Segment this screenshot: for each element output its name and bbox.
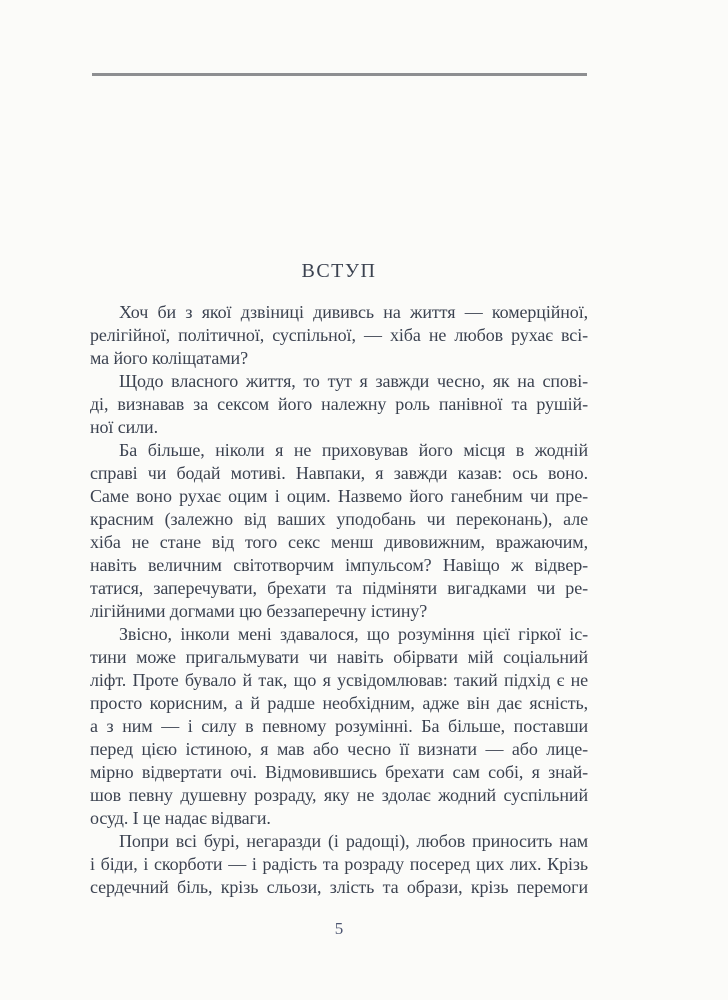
text-line: ді, визнавав за сексом його належну роль панівної та рушій- [90, 394, 588, 414]
text-line: сердечний біль, крізь сльози, злість та образи, крізь перемоги [90, 877, 588, 897]
paragraph [90, 301, 588, 370]
text-line: шов певну душевну розраду, яку не здолає жодний суспільний [90, 785, 588, 805]
text-line: мірно відвертати очі. Відмовившись брехати сам собі, я знай- [90, 762, 588, 782]
text-line: Ба більше, ніколи я не приховував його місця в жодній [119, 440, 588, 460]
text-line: а з ним — і силу в певному розумінні. Ба більше, поставши [90, 716, 588, 736]
text-line: Звісно, інколи мені здавалося, що розуміння цієї гіркої іс- [119, 624, 588, 644]
text-line: Хоч би з якої дзвіниці дививсь на життя — комерційної, [119, 302, 588, 322]
text-line: ма його коліщатами? [90, 348, 248, 368]
text-line: навіть величним світотворчим імпульсом? Навіщо ж відвер- [90, 555, 588, 575]
text-line: тини може пригальмувати чи навіть обірвати мій соціальний [90, 647, 588, 667]
text-line: просто корисним, а й радше необхідним, адже він дає ясність, [90, 693, 588, 713]
text-line: і біди, і скорботи — і радість та розраду посеред цих лих. Крізь [90, 854, 588, 874]
text-line: Саме воно рухає оцим і оцим. Назвемо його ганебним чи пре- [90, 486, 588, 506]
header-rule [92, 73, 587, 76]
text-line: ліфт. Проте бувало й так, що я усвідомлював: такий підхід є не [90, 670, 588, 690]
text-line: татися, заперечувати, брехати та підміняти вигадками чи ре- [90, 578, 588, 598]
text-line: хіба не стане від того секс менш дивовижним, вражаючим, [90, 532, 588, 552]
text-line: справі чи бодай мотиві. Навпаки, я завжди казав: ось воно. [90, 463, 588, 483]
paragraph [90, 370, 588, 439]
paragraph [90, 830, 588, 899]
text-line: ної сили. [90, 417, 158, 437]
chapter-heading: ВСТУП [301, 260, 377, 282]
text-line: перед цією істиною, я мав або чесно її визнати — або лице- [90, 739, 588, 759]
text-line: Щодо власного життя, то тут я завжди чесно, як на спові- [119, 371, 588, 391]
text-line: релігійної, політичної, суспільної, — хіба не любов рухає всі- [90, 325, 588, 345]
paragraph [90, 623, 588, 830]
text-line: осуд. І це надає відваги. [90, 808, 271, 828]
text-line: лігійними догмами цю беззаперечну істину? [90, 601, 428, 621]
body-text [90, 301, 588, 899]
page-number: 5 [334, 919, 344, 938]
paragraph [90, 439, 588, 623]
text-line: красним (залежно від ваших уподобань чи переконань), але [90, 509, 588, 529]
text-line: Попри всі бурі, негаразди (і радощі), любов приносить нам [119, 831, 588, 851]
